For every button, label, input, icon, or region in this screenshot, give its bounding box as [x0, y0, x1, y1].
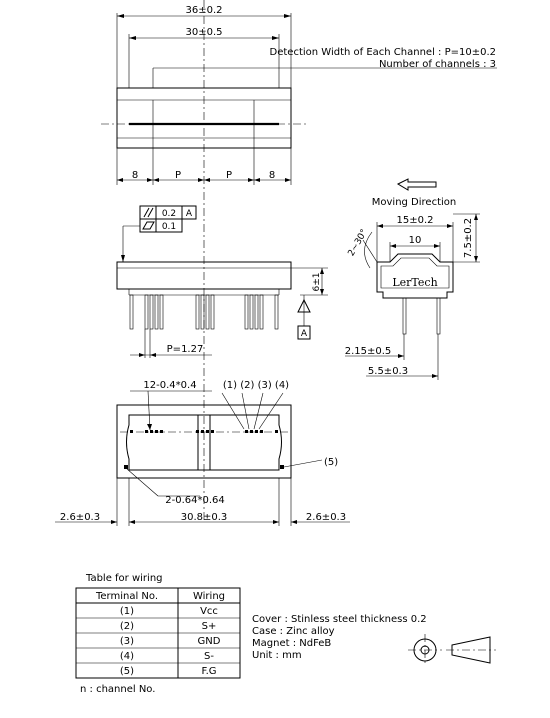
- dim-pitch-p1: P: [174, 170, 182, 181]
- spec-unit: Unit : mm: [252, 650, 302, 661]
- pin-row: [130, 430, 278, 433]
- dim-bottom-left: 2.6±0.3: [59, 512, 101, 523]
- dim-overall-width: 36±0.2: [185, 5, 223, 16]
- table-cell: F.G: [201, 666, 217, 677]
- tolerance-frame: [121, 206, 196, 262]
- tol-flatness-value: 0.1: [161, 222, 177, 232]
- spec-cover: Cover : Stinless steel thickness 0.2: [252, 614, 427, 625]
- tol-parallel-datum: A: [185, 209, 193, 219]
- dim-pin-size: 12-0.4*0.4: [143, 380, 197, 391]
- dim-pin-height: 6±1: [312, 272, 322, 292]
- table-cell: (4): [119, 651, 135, 662]
- dim-pitch-p2: P: [225, 170, 233, 181]
- spec-case: Case : Zinc alloy: [252, 626, 335, 637]
- table-cell: (3): [119, 636, 135, 647]
- moving-direction-label: Moving Direction: [371, 197, 457, 208]
- table-cell: GND: [197, 636, 221, 647]
- dim-pin-pitch: P=1.27: [166, 344, 204, 355]
- table-cell: (5): [119, 666, 135, 677]
- tol-parallel-value: 0.2: [161, 209, 177, 219]
- specs: [252, 614, 427, 661]
- wiring-table: [76, 573, 240, 695]
- table-cell: S-: [204, 651, 214, 662]
- table-cell: S+: [201, 621, 217, 632]
- table-cell: Vcc: [200, 606, 218, 617]
- pin-numbers-label: (1) (2) (3) (4): [222, 380, 290, 391]
- dim-bottom-mid: 30.8±0.3: [180, 512, 228, 523]
- table-cell: (1): [119, 606, 135, 617]
- moving-direction-arrow-icon: [398, 179, 436, 190]
- dim-bottom-right: 2.6±0.3: [305, 512, 347, 523]
- fg-pin: [124, 465, 128, 469]
- brand-logo: LerTech: [392, 276, 438, 289]
- dim-pin-offset: 2.15±0.5: [344, 346, 392, 357]
- spec-magnet: Magnet : NdFeB: [252, 638, 332, 649]
- front-view: [117, 206, 328, 358]
- fg-label: (5): [324, 457, 339, 468]
- dim-pin-span: 5.5±0.3: [367, 366, 409, 377]
- pin-group-3: [245, 295, 278, 329]
- dim-side-height: 7.5±0.2: [463, 217, 474, 259]
- side-view: [345, 179, 480, 380]
- dim-side-inner: 10: [408, 235, 422, 246]
- pin-group-2: [196, 295, 214, 329]
- dim-inner-width: 30±0.5: [185, 27, 223, 38]
- table-header-wiring: Wiring: [192, 591, 226, 602]
- dim-pitch-left: 8: [131, 170, 139, 181]
- dim-pitch-right: 8: [268, 170, 276, 181]
- dim-side-width: 15±0.2: [396, 215, 434, 226]
- dim-fg-pin-size: 2-0.64*0.64: [165, 495, 225, 506]
- table-header-terminal: Terminal No.: [95, 591, 159, 602]
- wiring-table-title: Table for wiring: [86, 573, 163, 584]
- note-channels: Number of channels : 3: [378, 59, 496, 70]
- bottom-view: [55, 380, 350, 526]
- datum-label: A: [300, 329, 308, 339]
- projection-symbol-icon: [408, 634, 496, 666]
- table-cell: (2): [119, 621, 135, 632]
- fg-pin: [280, 465, 284, 469]
- pin-group-1: [130, 295, 163, 329]
- flatness-icon: [143, 222, 154, 229]
- table-footnote: n : channel No.: [80, 684, 156, 695]
- dim-angle: 2~30°: [346, 227, 370, 259]
- note-detection-width: Detection Width of Each Channel : P=10±0.2: [269, 47, 496, 58]
